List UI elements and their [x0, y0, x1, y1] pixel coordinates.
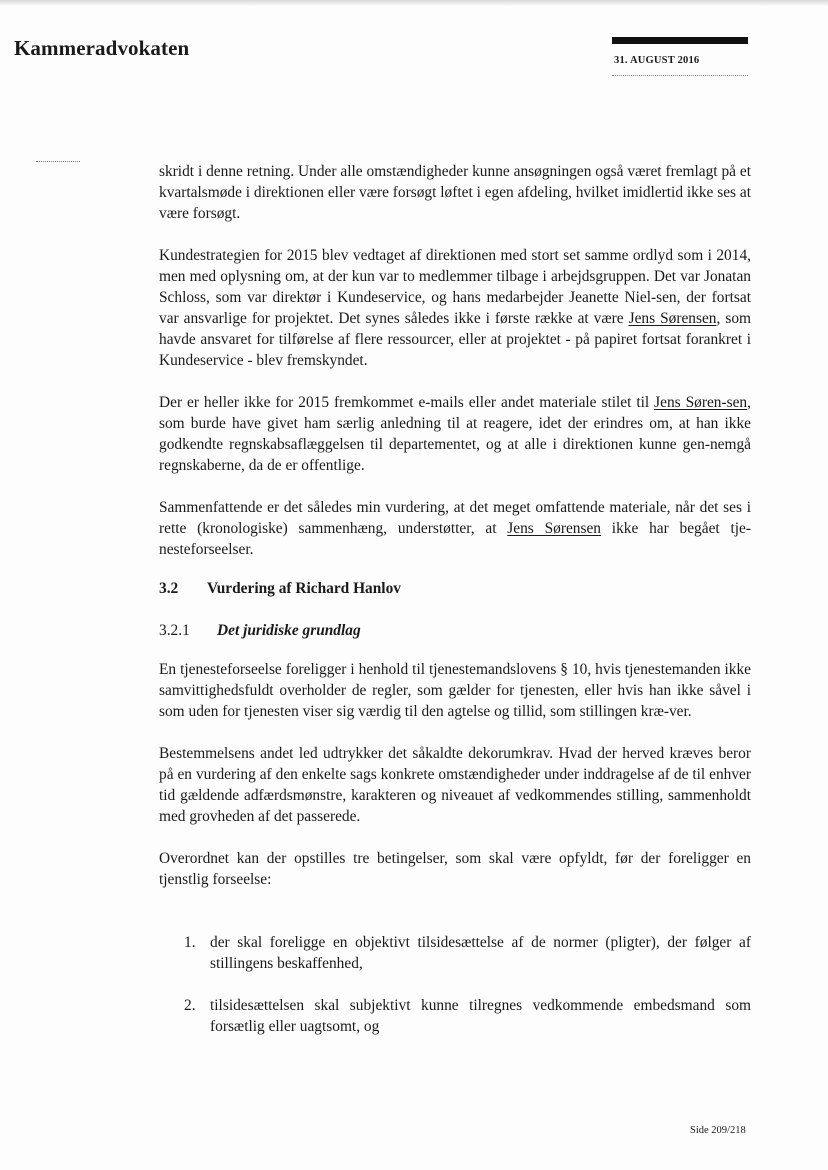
header-org-name: Kammeradvokaten	[14, 36, 190, 60]
paragraph-7: Overordnet kan der opstilles tre betingelser, som skal være opfyldt, før der foreligger en tjenstlig forseelse:	[159, 850, 751, 888]
paragraph-6: Bestemmelsens andet led udtrykker det såkaldte dekorumkrav. Hvad der herved kræves beror på en vurdering af den enkelte sags konkrete omstændigheder under inddragelse af de til enhver tid gældende adfærdsmønstre, karakteren og niveauet af vedkommendes stilling, sammenholdt med grovheden af det passerede.	[159, 745, 751, 825]
header-date: 31. AUGUST 2016	[614, 55, 700, 66]
subsection-heading	[159, 622, 361, 640]
paragraph-3-text-b: , som burde have givet ham særlig anledning til at reagere, idet der erindres om, at han ikke godkendte regnskabsaflæggelsen til departementet, og at alle i direktionen kunne gen-nemgå regnskaberne, da de er offentlige.	[159, 394, 751, 474]
paragraph-1: skridt i denne retning. Under alle omstændigheder kunne ansøgningen også været fremlagt på et kvartalsmøde i direktionen eller være forsøgt løftet i egen afdeling, hvilket imidlertid ikke ses at være forsøgt.	[159, 163, 751, 222]
section-number: 3.2	[159, 580, 179, 597]
body-text-top	[159, 161, 751, 581]
person-name-link: Jens Sørensen	[628, 310, 717, 327]
paragraph-3-text-a: Der er heller ikke for 2015 fremkommet e-mails eller andet materiale stilet til	[159, 394, 655, 411]
list-item-number: 1.	[184, 934, 196, 951]
header-bar	[612, 37, 748, 44]
scan-edge-shadow	[0, 0, 828, 6]
subsection-title: Det juridiske grundlag	[217, 622, 361, 639]
conditions-list	[159, 932, 751, 1058]
paragraph-2-text-a: Kundestrategien for 2015 blev vedtaget af direktionen med stort set samme ordlyd som i 2014, men med oplysning om, at der kun var to medlemmer tilbage i arbejdsgruppen. Det var Jonatan Schloss, som var direktør i Kundeservice, og hans medarbejder Jeanette Niel-sen, der fortsat var ansvarlige for projektet. Det synes således ikke i første række at være	[159, 247, 751, 327]
margin-mark	[36, 161, 80, 162]
list-item	[159, 995, 751, 1037]
person-name-link: Jens Sørensen	[507, 520, 601, 537]
paragraph-4-text-a: Sammenfattende er det således min vurdering, at det meget omfattende materiale, når det ses i rette (kronologiske) sammenhæng, understøtter, at	[159, 499, 751, 537]
paragraph-2	[159, 245, 751, 371]
paragraph-4	[159, 497, 751, 560]
person-name-link: Jens Søren-sen	[654, 394, 748, 411]
paragraph-5: En tjenesteforseelse foreligger i henhold til tjenestemandslovens § 10, hvis tjenestemanden ikke samvittighedsfuldt overholder de regler, som gælder for tjenesten, eller hvis han ikke såvel i som uden for tjenesten viser sig værdig til den agtelse og tillid, som stillingen kræ-ver.	[159, 661, 751, 720]
list-item-text: der skal foreligge en objektivt tilsidesættelse af de normer (pligter), der følger af stillingens beskaffenhed,	[210, 934, 751, 972]
paragraph-3	[159, 392, 751, 476]
section-title: Vurdering af Richard Hanlov	[207, 580, 401, 597]
list-item-text: tilsidesættelsen skal subjektivt kunne tilregnes vedkommende embedsmand som forsætlig eller uagtsomt, og	[210, 997, 751, 1035]
header-date-rule	[612, 75, 748, 76]
paragraph-2-text-b: , som havde ansvaret for tilførelse af flere ressourcer, eller at projektet - på papiret fortsat forankret i Kundeservice - blev fremskyndet.	[159, 310, 751, 369]
subsection-number: 3.2.1	[159, 622, 190, 639]
list-item	[159, 932, 751, 974]
list-item-number: 2.	[184, 997, 196, 1014]
body-text-bottom	[159, 659, 751, 911]
section-heading	[159, 580, 401, 598]
paragraph-4-text-b: ikke har begået tje-nesteforseelser.	[159, 520, 751, 558]
page-number: Side 209/218	[690, 1125, 746, 1136]
